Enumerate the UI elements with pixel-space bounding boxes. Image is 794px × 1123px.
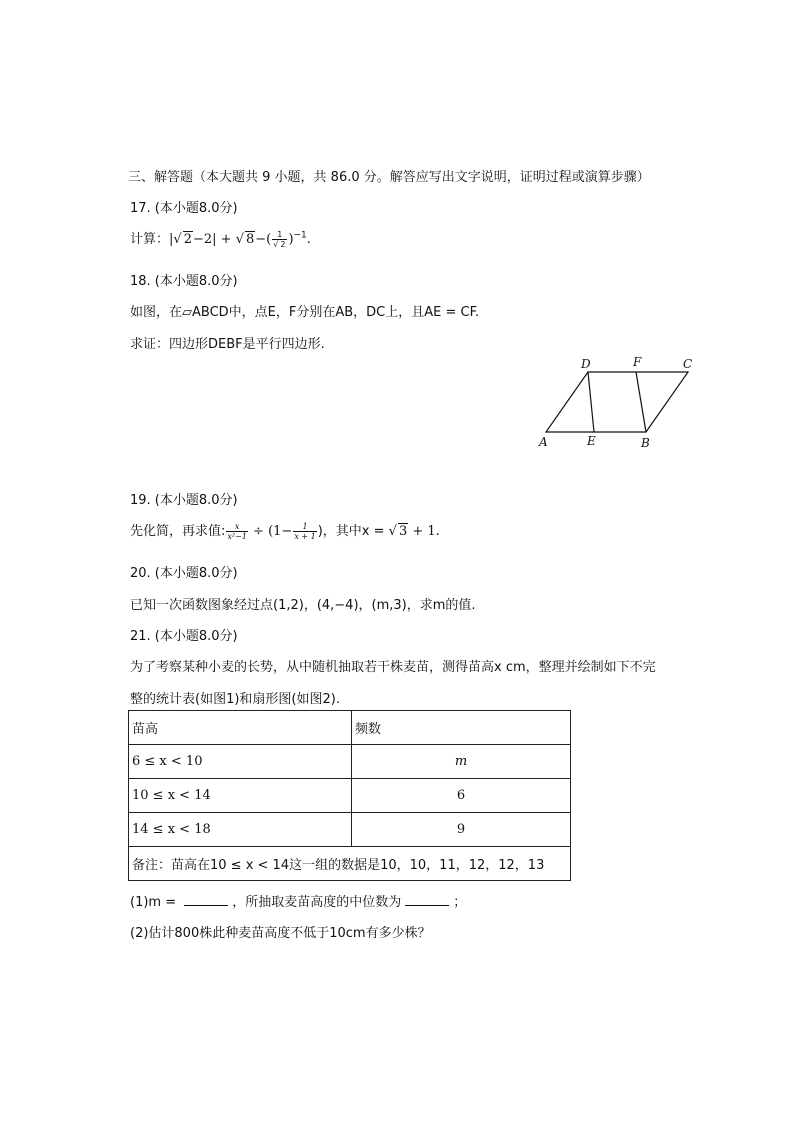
q19-tail: )，其中x = [317, 524, 389, 539]
range-cell: 10 ≤ x < 14 [129, 779, 352, 813]
table-row [129, 745, 571, 779]
segment-fb [636, 372, 646, 432]
q20-line1: 已知一次函数图象经过点(1,2)，(4,−4)，(m,3)，求m的值. [130, 598, 476, 613]
table-row [129, 779, 571, 813]
label-d: D [581, 357, 591, 371]
q17-body: 计算：|√ 2−2| + √ 8−( $\frac{1}{√ 2}$ )$^{-1}$. [130, 230, 311, 249]
q19-fraction-2: $\frac{1}{x + 1}$ [294, 522, 316, 541]
freq-cell: m [352, 745, 571, 779]
q19-div: ÷ (1− [248, 524, 293, 539]
range-cell: 6 ≤ x < 10 [129, 745, 352, 779]
q17-expr-e: −( [255, 232, 272, 247]
q17-expr-c: −2| + [192, 232, 236, 247]
q19-body: 先化简，再求值: $\frac{x}{\text{x²−1}}$ ÷ (1− $\frac{1}{x + 1}$ )，其中x = √ 3 + 1. [130, 522, 440, 541]
parallelogram-figure [530, 350, 710, 455]
section-title: 三、解答题（本大题共 9 小题，共 86.0 分。解答应写出文字说明，证明过程或演算步骤） [128, 170, 650, 185]
q21-line2: 整的统计表(如图1)和扇形图(如图2). [130, 692, 340, 707]
answer-blank-median [405, 893, 449, 906]
q18-header: 18. (本小题8.0分) [130, 274, 238, 289]
label-f: F [633, 355, 642, 369]
q21-sub2: (2)估计800株此种麦苗高度不低于10cm有多少株？ [130, 926, 431, 941]
q19-label: 先化简，再求值: [130, 524, 226, 539]
segment-de [588, 372, 594, 432]
q17-exponent: −1 [293, 230, 307, 241]
table-header-row [129, 711, 571, 745]
q21-line1: 为了考察某种小麦的长势，从中随机抽取若干株麦苗，测得苗高x cm，整理并绘制如下不完 [130, 660, 656, 675]
q18-line2: 求证：四边形DEBF是平行四边形. [130, 337, 325, 352]
col-frequency-header: 频数 [352, 711, 571, 745]
q21-sub1-middle: ，所抽取麦苗高度的中位数为 [232, 895, 402, 910]
q17-fraction: $\frac{1}{√ 2}$ [273, 230, 286, 249]
label-b: B [641, 436, 650, 450]
q17-expr-f: ) [288, 232, 294, 247]
q17-expr-a: | [169, 232, 174, 247]
freq-cell: 9 [352, 813, 571, 847]
label-c: C [683, 357, 693, 371]
q17-label: 计算： [130, 232, 170, 247]
q21-sub1-prefix: (1)m = [130, 895, 181, 910]
table-note-row [129, 847, 571, 881]
frequency-table [128, 710, 571, 881]
label-a: A [539, 435, 548, 449]
q20-header: 20. (本小题8.0分) [130, 566, 238, 581]
q19-sqrt3: 3 [398, 524, 408, 539]
table-note: 备注：苗高在10 ≤ x < 14这一组的数据是10，10，11，12，12，13 [129, 847, 571, 881]
q21-sub1: (1)m = ，所抽取麦苗高度的中位数为 ； [130, 895, 467, 910]
q17-sqrt8: 8 [245, 232, 255, 247]
col-height-header: 苗高 [129, 711, 352, 745]
parallelogram-abcd [546, 372, 688, 432]
q18-line1: 如图，在▱ABCD中，点E，F分别在AB，DC上，且AE = CF. [130, 305, 480, 320]
label-e: E [587, 434, 596, 448]
q21-header: 21. (本小题8.0分) [130, 629, 238, 644]
q17-header: 17. (本小题8.0分) [130, 201, 238, 216]
q19-fraction-1: $\frac{x}{\text{x²−1}}$ [227, 522, 247, 541]
table-row [129, 813, 571, 847]
q17-sqrt2: 2 [183, 232, 192, 247]
range-cell: 14 ≤ x < 18 [129, 813, 352, 847]
answer-blank-m [184, 893, 228, 906]
q19-header: 19. (本小题8.0分) [130, 493, 238, 508]
freq-cell: 6 [352, 779, 571, 813]
